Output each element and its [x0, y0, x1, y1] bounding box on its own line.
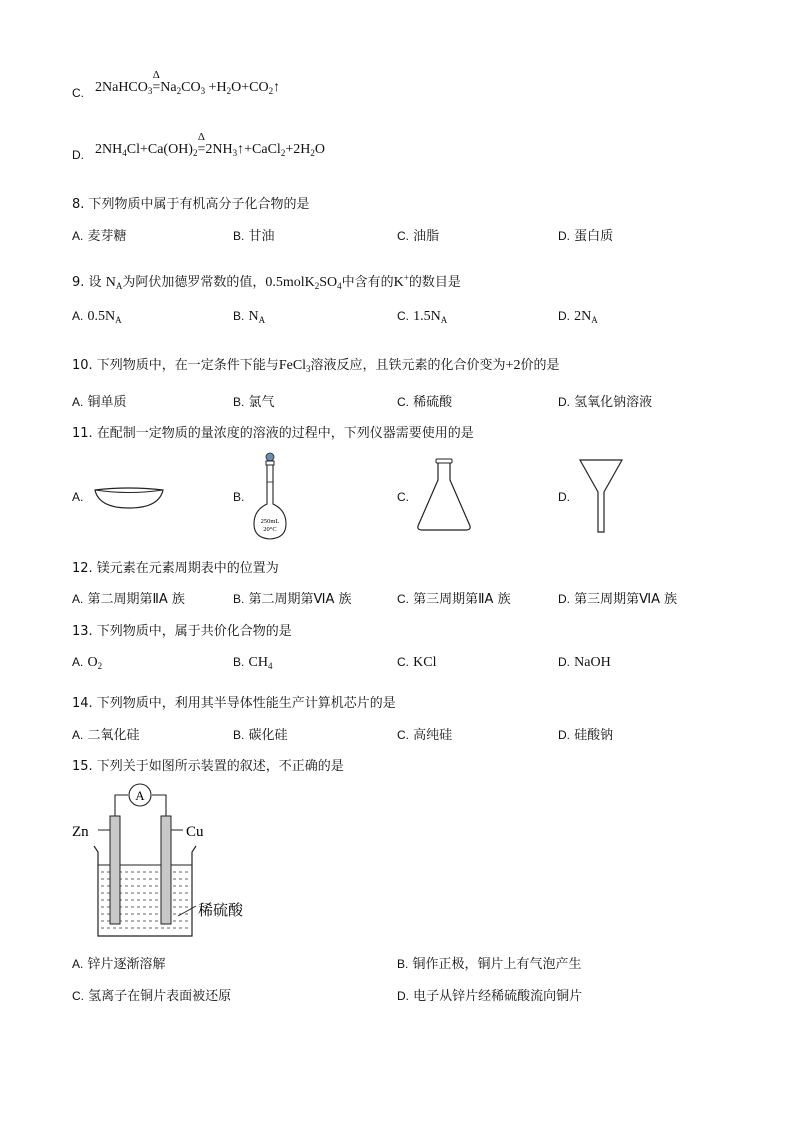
ammeter-label: A	[135, 788, 145, 803]
cu-label: Cu	[186, 824, 204, 840]
q15-option-d[interactable]: D. 电子从锌片经稀硫酸流向铜片	[397, 989, 583, 1004]
q13-option-b[interactable]: B. $CH_4$	[233, 655, 273, 671]
option-d-label: D.	[72, 148, 84, 162]
flask-temp-text: 20°C	[263, 526, 277, 533]
equation-d: $2NH_4Cl+Ca(OH)_2$ Δ $=2NH_3↑+CaCl_2+2H_2O$	[95, 131, 325, 158]
zinc-electrode	[110, 816, 120, 924]
question-14-stem: 14. 下列物质中，利用其半导体性能生产计算机芯片的是	[72, 696, 396, 711]
q13-option-c[interactable]: C. KCl	[397, 655, 437, 670]
q8-option-c[interactable]: C. 油脂	[397, 229, 440, 244]
q8-option-a[interactable]: A. 麦芽糖	[72, 229, 127, 244]
q10-option-a[interactable]: A. 铜单质	[72, 395, 127, 410]
flask-volume-text: 250mL	[260, 518, 280, 525]
q9-option-d[interactable]: D. $2N_A$	[558, 309, 598, 325]
q10-option-d[interactable]: D. 氢氧化钠溶液	[558, 395, 653, 410]
question-9-stem: 9. 设 $N_A$为阿伏加德罗常数的值，$0.5molK_2SO_4$中含有的K+的数目是	[72, 272, 461, 291]
q13-option-a[interactable]: A. $O_2$	[72, 655, 103, 671]
q15-option-a[interactable]: A. 锌片逐渐溶解	[72, 957, 166, 972]
question-11-stem: 11. 在配制一定物质的量浓度的溶液的过程中，下列仪器需要使用的是	[72, 426, 474, 441]
q12-option-a[interactable]: A. 第二周期第ⅡA 族	[72, 592, 185, 607]
funnel-icon	[578, 458, 624, 534]
question-15-stem: 15. 下列关于如图所示装置的叙述，不正确的是	[72, 759, 344, 774]
equation-c: 2NaHCO$_3$ Δ $=Na_2CO_3$ $+H_2O+CO_2↑$	[95, 69, 281, 96]
q11-option-c-label[interactable]: C.	[397, 490, 409, 504]
question-8-stem: 8. 下列物质中属于有机高分子化合物的是	[72, 197, 310, 212]
zn-label: Zn	[72, 824, 89, 840]
q12-option-b[interactable]: B. 第二周期第ⅥA 族	[233, 592, 352, 607]
question-10-stem: 10. 下列物质中，在一定条件下能与FeCl$_3$溶液反应，且铁元素的化合价变为+2价的是	[72, 358, 560, 374]
q14-option-c[interactable]: C. 高纯硅	[397, 728, 453, 743]
solution-label: 稀硫酸	[198, 903, 244, 919]
question-13-stem: 13. 下列物质中，属于共价化合物的是	[72, 624, 292, 639]
question-12-stem: 12. 镁元素在元素周期表中的位置为	[72, 561, 279, 576]
q12-option-c[interactable]: C. 第三周期第ⅡA 族	[397, 592, 511, 607]
q9-option-b[interactable]: B. $N_A$	[233, 309, 266, 325]
q8-option-b[interactable]: B. 甘油	[233, 229, 275, 244]
option-c-label: C.	[72, 86, 84, 100]
copper-electrode	[161, 816, 171, 924]
volumetric-flask-icon	[250, 452, 290, 542]
q14-option-b[interactable]: B. 碳化硅	[233, 728, 288, 743]
q10-option-c[interactable]: C. 稀硫酸	[397, 395, 453, 410]
q11-option-a-label[interactable]: A.	[72, 490, 84, 504]
q14-option-d[interactable]: D. 硅酸钠	[558, 728, 614, 743]
erlenmeyer-flask-icon	[414, 458, 474, 533]
q14-option-a[interactable]: A. 二氧化硅	[72, 728, 140, 743]
q8-option-d[interactable]: D. 蛋白质	[558, 229, 614, 244]
q15-option-b[interactable]: B. 铜作正极，铜片上有气泡产生	[397, 957, 582, 972]
q15-option-c[interactable]: C. 氢离子在铜片表面被还原	[72, 989, 232, 1004]
evaporating-dish-icon	[93, 482, 165, 512]
q9-option-a[interactable]: A. $0.5N_A$	[72, 309, 122, 325]
q11-option-b-label[interactable]: B.	[233, 490, 245, 504]
q13-option-d[interactable]: D. NaOH	[558, 655, 611, 670]
q12-option-d[interactable]: D. 第三周期第ⅥA 族	[558, 592, 678, 607]
q10-option-b[interactable]: B. 氯气	[233, 395, 275, 410]
q11-option-d-label[interactable]: D.	[558, 490, 570, 504]
galvanic-cell-figure	[70, 780, 270, 945]
q9-option-c[interactable]: C. $1.5N_A$	[397, 309, 448, 325]
